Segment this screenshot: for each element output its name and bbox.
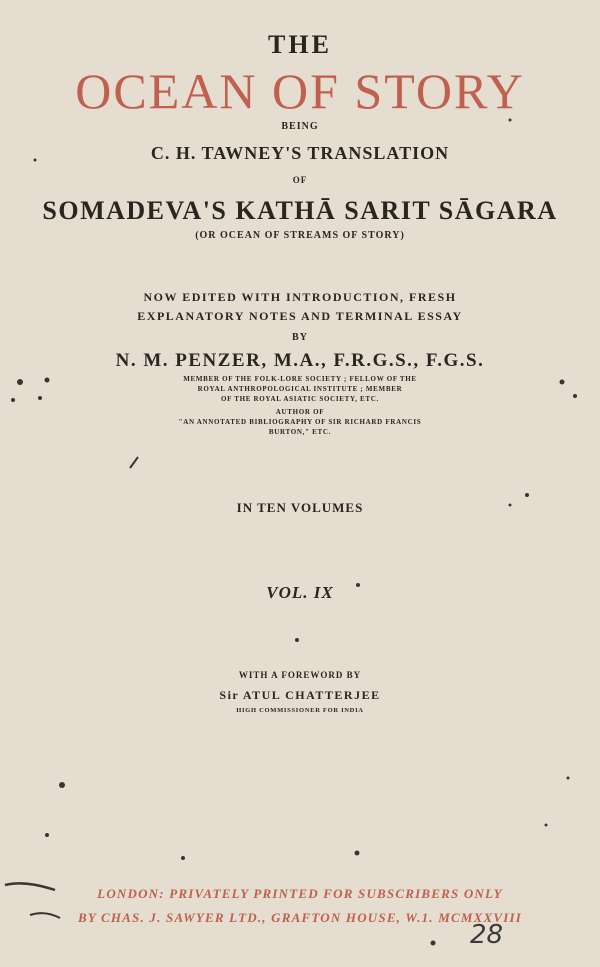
author-of-2: "AN ANNOTATED BIBLIOGRAPHY OF SIR RICHARD FRANCIS — [178, 418, 422, 426]
of-label: OF — [292, 175, 308, 185]
editor-membership-1: MEMBER OF THE FOLK-LORE SOCIETY ; FELLOW OF THE — [183, 375, 417, 383]
being-label: BEING — [281, 121, 319, 132]
main-title: OCEAN OF STORY — [75, 63, 525, 119]
foreword-author-title: HIGH COMMISSIONER FOR INDIA — [236, 707, 364, 714]
volume-number: VOL. IX — [266, 583, 334, 602]
edited-line-2: EXPLANATORY NOTES AND TERMINAL ESSAY — [137, 309, 463, 323]
imprint-line-2: BY CHAS. J. SAWYER LTD., GRAFTON HOUSE, W.1. MCMXXVIII — [78, 910, 522, 925]
volume-count: IN TEN VOLUMES — [236, 500, 364, 515]
author-of-3: BURTON," ETC. — [268, 428, 332, 436]
imprint-line-1: LONDON: PRIVATELY PRINTED FOR SUBSCRIBERS ONLY — [97, 886, 503, 901]
foreword-author: Sir ATUL CHATTERJEE — [219, 688, 381, 702]
title-the: THE — [268, 30, 332, 59]
work-subtitle: (OR OCEAN OF STREAMS OF STORY) — [195, 230, 405, 241]
editor-name: N. M. PENZER, M.A., F.R.G.S., F.G.S. — [115, 350, 485, 371]
translation-credit: C. H. TAWNEY'S TRANSLATION — [150, 143, 450, 163]
foreword-intro: WITH A FOREWORD BY — [238, 670, 362, 680]
handwritten-number: 28 — [470, 920, 504, 950]
editor-membership-3: OF THE ROYAL ASIATIC SOCIETY, ETC. — [221, 395, 379, 403]
editor-membership-2: ROYAL ANTHROPOLOGICAL INSTITUTE ; MEMBER — [197, 385, 403, 393]
work-title: SOMADEVA'S KATHĀ SARIT SĀGARA — [42, 196, 558, 225]
by-label: BY — [292, 332, 308, 343]
edited-line-1: NOW EDITED WITH INTRODUCTION, FRESH — [143, 290, 457, 304]
author-of-1: AUTHOR OF — [275, 408, 325, 416]
